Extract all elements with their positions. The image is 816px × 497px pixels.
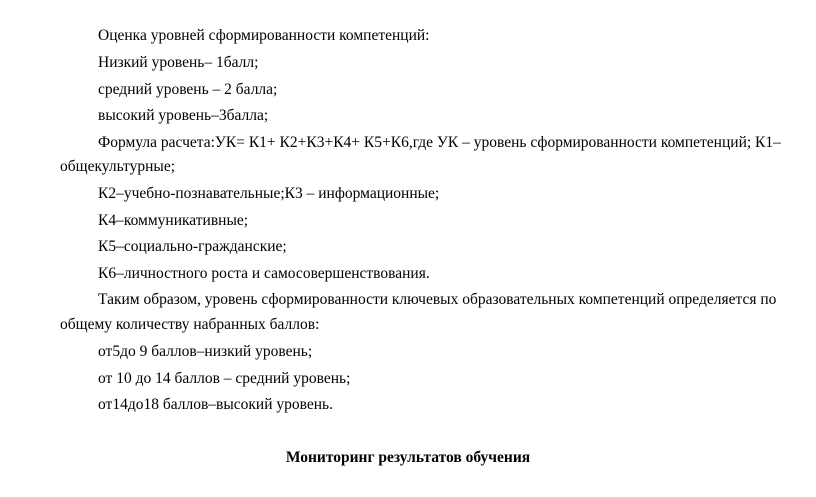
level-low: Низкий уровень– 1балл;	[98, 54, 259, 71]
competence-k4: К4–коммуникативные;	[98, 212, 249, 229]
summary-continuation: общему количеству набранных баллов:	[60, 316, 320, 333]
levels-intro: Оценка уровней сформированности компетенций:	[98, 27, 430, 44]
section-heading: Мониторинг результатов обучения	[285, 449, 531, 466]
formula-line: Формула расчета:УК= К1+ К2+К3+К4+ К5+К6,где УК – уровень сформированности компетенций; К1–	[98, 134, 781, 151]
range-medium: от 10 до 14 баллов – средний уровень;	[98, 370, 351, 387]
level-medium: средний уровень – 2 балла;	[98, 81, 278, 98]
competence-k5: К5–социально-гражданские;	[98, 238, 287, 255]
formula-continuation: общекультурные;	[60, 158, 176, 175]
level-high: высокий уровень–3балла;	[98, 107, 269, 124]
competence-k6: К6–личностного роста и самосовершенствования.	[98, 265, 430, 282]
range-low: от5до 9 баллов–низкий уровень;	[98, 343, 313, 360]
range-high: от14до18 баллов–высокий уровень.	[98, 396, 333, 413]
summary-line: Таким образом, уровень сформированности ключевых образовательных компетенций определяется по	[98, 291, 777, 308]
competence-k2-k3: К2–учебно-познавательные;К3 – информационные;	[98, 185, 440, 202]
